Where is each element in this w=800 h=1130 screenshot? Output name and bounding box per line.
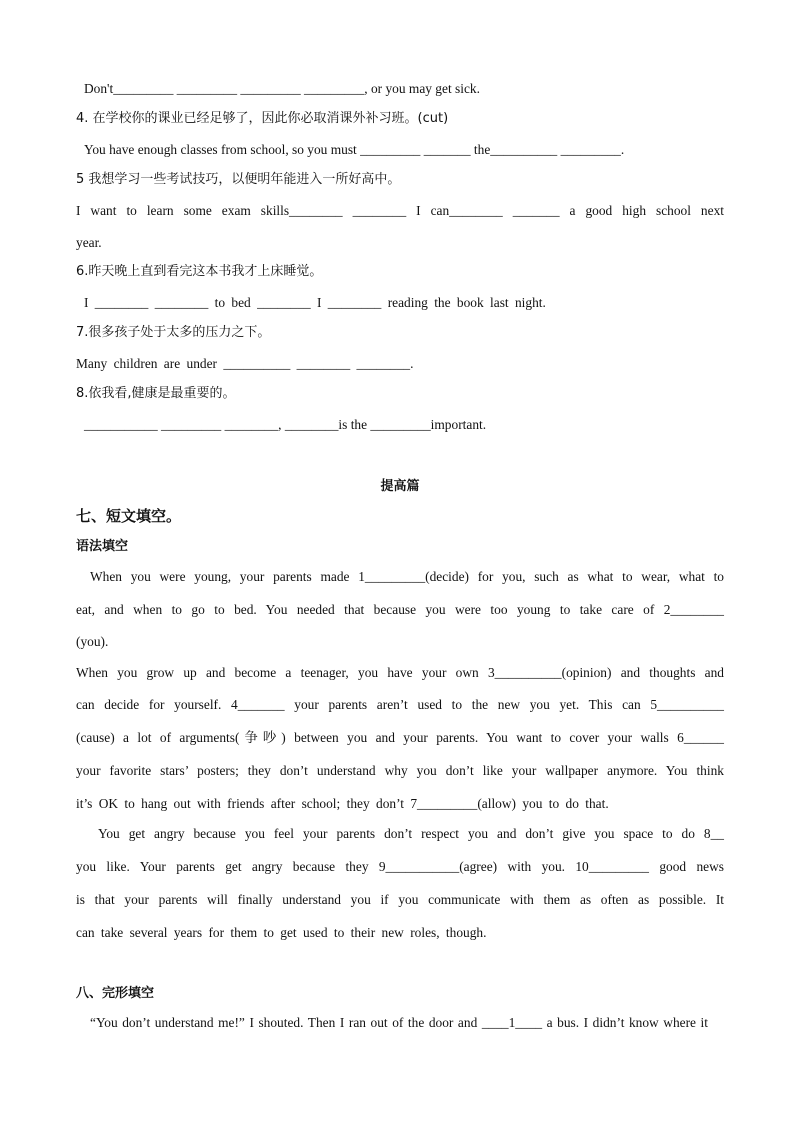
passage-line: is that your parents will finally understand you if you communicate with them as often as possible. It — [76, 892, 724, 907]
translation-q8-chinese: 8.依我看,健康是最重要的。 — [76, 386, 236, 401]
translation-q7-english: Many children are under __________ ________ ________. — [76, 356, 414, 371]
passage-line: it’s OK to hang out with friends after school; they don’t 7_________(allow) you to do that. — [76, 796, 609, 811]
translation-q5-english-cont: year. — [76, 235, 102, 250]
translation-q6-chinese: 6.昨天晚上直到看完这本书我才上床睡觉。 — [76, 264, 323, 279]
passage-line: you like. Your parents get angry because they 9___________(agree) with you. 10_________ good news — [76, 859, 724, 874]
translation-q4-english: You have enough classes from school, so you must _________ _______ the__________ _________. — [84, 142, 625, 157]
passage-line: (cause) a lot of arguments(争吵) between you and your parents. You want to cover your walls 6______ — [76, 730, 724, 745]
translation-q6-english: I ________ ________ to bed ________ I ________ reading the book last night. — [84, 295, 546, 310]
passage-line: You get angry because you feel your parents don’t respect you and don’t give you space to do 8__ — [98, 826, 724, 841]
passage-line: (you). — [76, 634, 109, 649]
passage-line: can take several years for them to get used to their new roles, though. — [76, 925, 487, 940]
translation-q8-english: ___________ _________ ________, ________is the _________important. — [84, 417, 487, 432]
advanced-section-title: 提高篇 — [380, 479, 420, 494]
passage-line: your favorite stars’ posters; they don’t understand why you don’t like your wallpaper anymore. You think — [76, 763, 724, 778]
grammar-fill-subtitle: 语法填空 — [76, 539, 129, 554]
passage-line: When you grow up and become a teenager, you have your own 3__________(opinion) and thoughts and — [76, 665, 724, 680]
translation-q5-english: I want to learn some exam skills________ ________ I can________ _______ a good high school next — [76, 203, 724, 218]
section-7-heading: 七、短文填空。 — [76, 507, 182, 525]
passage-line: eat, and when to go to bed. You needed that because you were too young to take care of 2________ — [76, 602, 724, 617]
passage-line: can decide for yourself. 4_______ your parents aren’t used to the new you yet. This can 5__________ — [76, 697, 724, 712]
translation-q4-chinese: 4. 在学校你的课业已经足够了，因此你必取消课外补习班。(cut) — [76, 111, 449, 126]
passage-line: When you were young, your parents made 1_________(decide) for you, such as what to wear, what to — [90, 569, 724, 584]
section-8-heading: 八、完形填空 — [76, 986, 155, 1001]
translation-q7-chinese: 7.很多孩子处于太多的压力之下。 — [76, 325, 271, 340]
translation-q5-chinese: 5 我想学习一些考试技巧，以便明年能进入一所好高中。 — [76, 172, 401, 187]
translation-q3-english: Don't_________ _________ _________ _________, or you may get sick. — [84, 81, 480, 96]
cloze-passage-line: “You don’t understand me!” I shouted. Then I ran out of the door and ____1____ a bus. I didn’t know where it — [90, 1015, 708, 1030]
